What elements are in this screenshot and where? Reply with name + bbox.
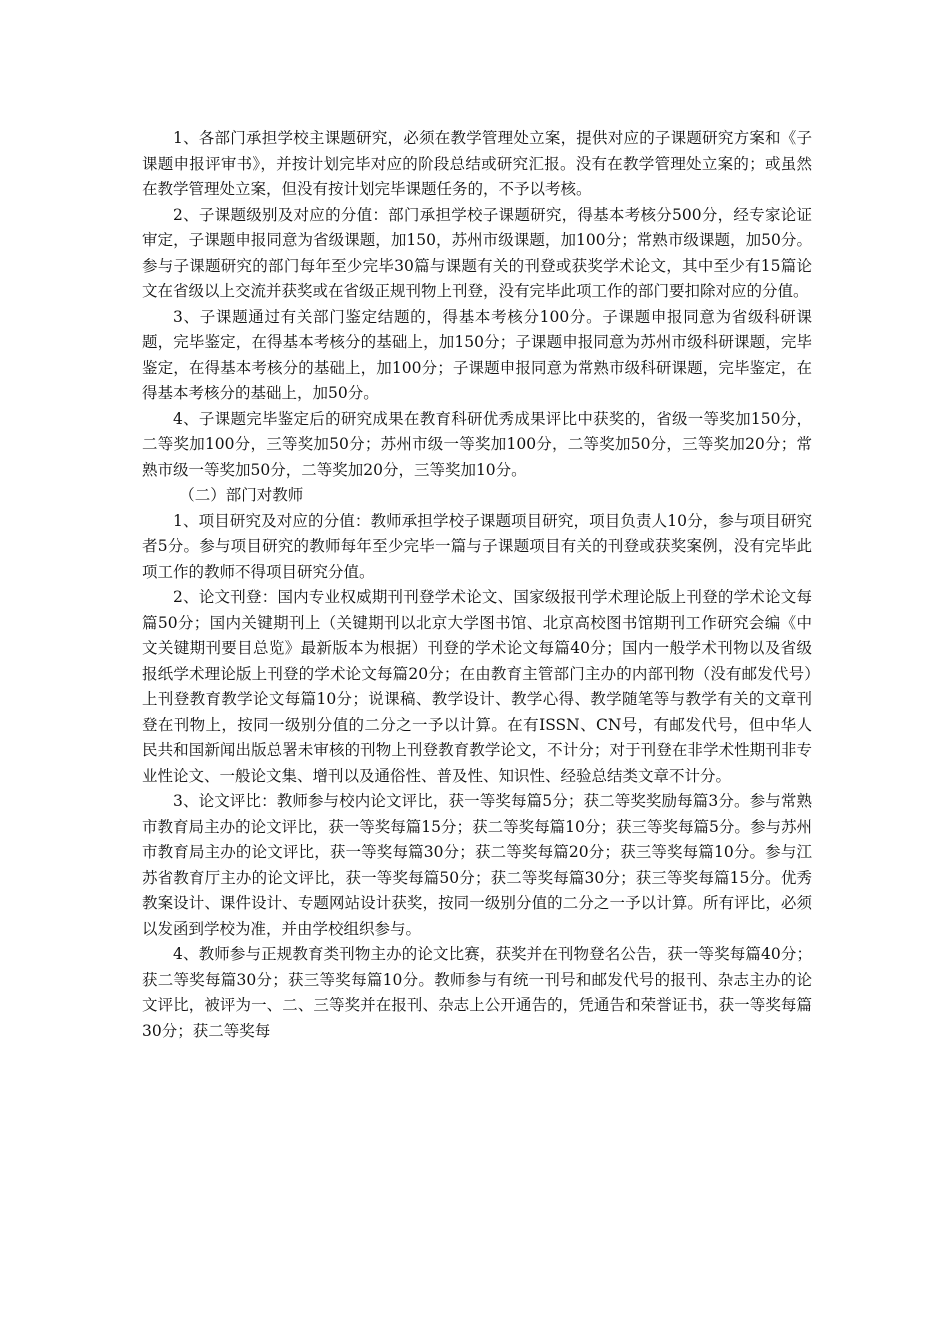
paragraph-1: 1、各部门承担学校主课题研究，必须在教学管理处立案，提供对应的子课题研究方案和《子课题申报评审书》，并按计划完毕对应的阶段总结或研究汇报。没有在教学管理处立案的；或虽然在教学管理处立案，但没有按计划完毕课题任务的，不予以考核。 xyxy=(142,129,812,198)
paragraph-7: 3、论文评比：教师参与校内论文评比，获一等奖每篇5分；获二等奖奖励每篇3分。参与常熟市教育局主办的论文评比，获一等奖每篇15分；获二等奖每篇10分；获三等奖每篇5分。参与苏州市教育局主办的论文评比，获一等奖每篇30分；获二等奖每篇20分；获三等奖每篇10分。参与江苏省教育厅主办的论文评比，获一等奖每篇50分；获二等奖每篇30分；获三等奖每篇15分。优秀教案设计、课件设计、专题网站设计获奖，按同一级别分值的二分之一予以计算。所有评比，必须以发函到学校为准，并由学校组织参与。 xyxy=(142,792,812,938)
paragraph-4: 4、子课题完毕鉴定后的研究成果在教育科研优秀成果评比中获奖的，省级一等奖加150分，二等奖加100分，三等奖加50分；苏州市级一等奖加100分，二等奖加50分，三等奖加20分；常熟市级一等奖加50分，二等奖加20分，三等奖加10分。 xyxy=(142,409,812,479)
paragraph-3: 3、子课题通过有关部门鉴定结题的，得基本考核分100分。子课题申报同意为省级科研课题，完毕鉴定，在得基本考核分的基础上，加150分；子课题申报同意为苏州市级科研课题，完毕鉴定，在得基本考核分的基础上，加100分；子课题申报同意为常熟市级科研课题，完毕鉴定，在得基本考核分的基础上，加50分。 xyxy=(142,307,812,402)
document-body xyxy=(142,126,812,1044)
paragraph-6: 2、论文刊登：国内专业权威期刊刊登学术论文、国家级报刊学术理论版上刊登的学术论文每篇50分；国内关键期刊上（关键期刊以北京大学图书馆、北京高校图书馆期刊工作研究会编《中文关键期刊要目总览》最新版本为根据）刊登的学术论文每篇40分；国内一般学术刊物以及省级报纸学术理论版上刊登的学术论文每篇20分；在由教育主管部门主办的内部刊物（没有邮发代号）上刊登教育教学论文每篇10分；说课稿、教学设计、教学心得、教学随笔等与教学有关的文章刊登在刊物上，按同一级别分值的二分之一予以计算。在有ISSN、CN号，有邮发代号，但中华人民共和国新闻出版总署未审核的刊物上刊登教育教学论文，不计分；对于刊登在非学术性期刊非专业性论文、一般论文集、增刊以及通俗性、普及性、知识性、经验总结类文章不计分。 xyxy=(142,588,812,785)
paragraph-8: 4、教师参与正规教育类刊物主办的论文比赛，获奖并在刊物登名公告，获一等奖每篇40分；获二等奖每篇30分；获三等奖每篇10分。教师参与有统一刊号和邮发代号的报刊、杂志主办的论文评比，被评为一、二、三等奖并在报刊、杂志上公开通告的，凭通告和荣誉证书，获一等奖每篇30分；获二等奖每 xyxy=(142,945,812,1040)
paragraph-5: 1、项目研究及对应的分值：教师承担学校子课题项目研究，项目负责人10分，参与项目研究者5分。参与项目研究的教师每年至少完毕一篇与子课题项目有关的刊登或获奖案例，没有完毕此项工作的教师不得项目研究分值。 xyxy=(142,511,812,581)
paragraph-2: 2、子课题级别及对应的分值：部门承担学校子课题研究，得基本考核分500分，经专家论证审定，子课题申报同意为省级课题，加150，苏州市级课题，加100分；常熟市级课题，加50分。参与子课题研究的部门每年至少完毕30篇与课题有关的刊登或获奖学术论文，其中至少有15篇论文在省级以上交流并获奖或在省级正规刊物上刊登，没有完毕此项工作的部门要扣除对应的分值。 xyxy=(142,205,812,300)
section-heading: （二）部门对教师 xyxy=(179,486,304,504)
